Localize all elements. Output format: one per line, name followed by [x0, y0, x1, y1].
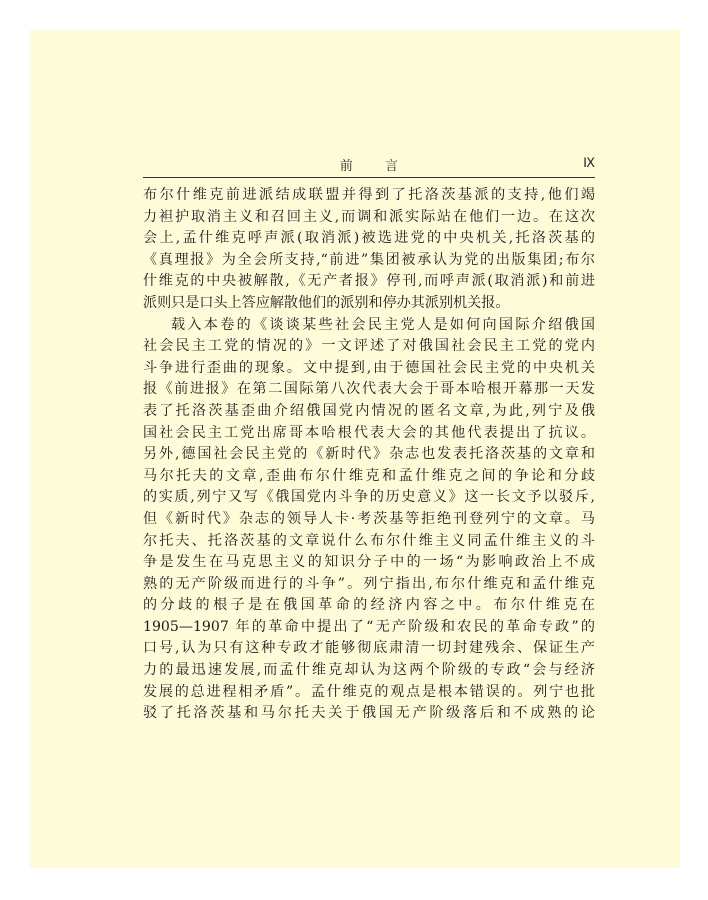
- text-line: 口号,认为只有这种专政才能够彻底肃清一切封建残余、保证生产: [143, 640, 595, 657]
- text-line: 什维克的中央被解散,《无产者报》停刊,而呼声派(取消派)和前进: [143, 273, 595, 290]
- text-line: 社会民主工党的情况的》一文评述了对俄国社会民主工党的党内: [143, 338, 595, 355]
- body-text: [143, 185, 595, 725]
- running-title: 前 言: [339, 159, 413, 174]
- text-line: 发展的总进程相矛盾”。孟什维克的观点是根本错误的。列宁也批: [143, 683, 595, 700]
- text-line: 驳了托洛茨基和马尔托夫关于俄国无产阶级落后和不成熟的论: [143, 705, 595, 722]
- page-number: Ⅸ: [583, 155, 595, 170]
- text-line: 会上,孟什维克呼声派(取消派)被选进党的中央机关,托洛茨基的: [143, 230, 595, 247]
- text-line: 熟的无产阶级而进行的斗争”。列宁指出,布尔什维克和孟什维克: [143, 575, 595, 592]
- text-line: 的分歧的根子是在俄国革命的经济内容之中。布尔什维克在: [143, 597, 595, 614]
- text-line: 派则只是口头上答应解散他们的派别和停办其派别机关报。: [143, 294, 510, 311]
- text-line: 报《前进报》在第二国际第八次代表大会于哥本哈根开幕那一天发: [143, 381, 595, 398]
- text-line: 另外,德国社会民主党的《新时代》杂志也发表托洛茨基的文章和: [143, 446, 595, 463]
- page-paper: [30, 30, 680, 868]
- text-line: 载入本卷的《谈谈某些社会民主党人是如何向国际介绍俄国: [171, 316, 595, 333]
- page-header: [143, 151, 595, 178]
- text-line: 《真理报》为全会所支持,“前进”集团被承认为党的出版集团;布尔: [143, 251, 595, 268]
- text-line: 斗争进行歪曲的现象。文中提到,由于德国社会民主党的中央机关: [143, 359, 595, 376]
- text-line: 马尔托夫的文章,歪曲布尔什维克和孟什维克之间的争论和分歧: [143, 467, 595, 484]
- text-line: 力袒护取消主义和召回主义,而调和派实际站在他们一边。在这次: [143, 208, 595, 225]
- text-line: 但《新时代》杂志的领导人卡·考茨基等拒绝刊登列宁的文章。马: [143, 510, 595, 527]
- text-line: 的实质,列宁又写《俄国党内斗争的历史意义》这一长文予以驳斥,: [143, 489, 595, 506]
- text-line: 争是发生在马克思主义的知识分子中的一场“为影响政治上不成: [143, 554, 595, 571]
- text-line: 国社会民主工党出席哥本哈根代表大会的其他代表提出了抗议。: [143, 424, 595, 441]
- text-line: 1905—1907 年的革命中提出了“无产阶级和农民的革命专政”的: [143, 618, 595, 635]
- text-line: 布尔什维克前进派结成联盟并得到了托洛茨基派的支持,他们竭: [143, 187, 595, 203]
- text-line: 尔托夫、托洛茨基的文章说什么布尔什维主义同孟什维主义的斗: [143, 532, 595, 549]
- text-line: 力的最迅速发展,而孟什维克却认为这两个阶级的专政“会与经济: [143, 662, 595, 679]
- text-line: 表了托洛茨基歪曲介绍俄国党内情况的匿名文章,为此,列宁及俄: [143, 402, 595, 419]
